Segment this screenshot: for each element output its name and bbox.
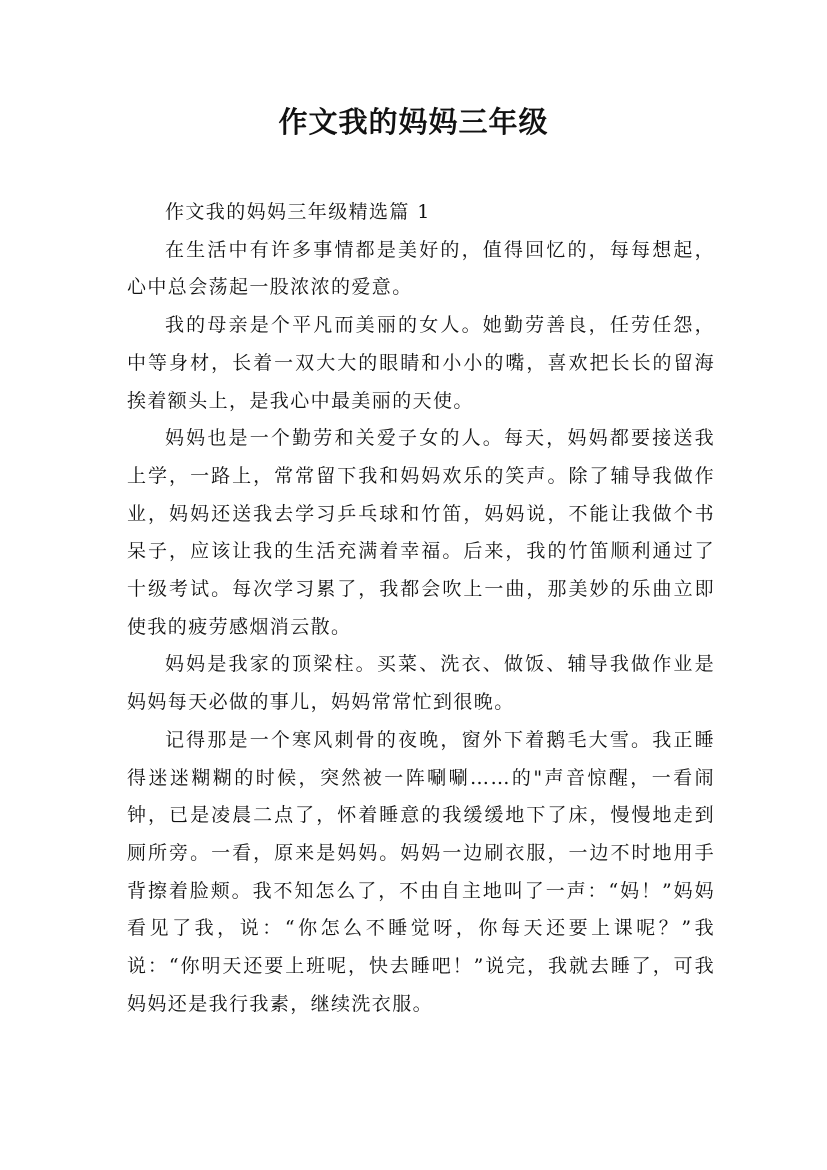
paragraph: 在生活中有许多事情都是美好的，值得回忆的，每每想起，心中总会荡起一股浓浓的爱意。	[127, 238, 715, 299]
paragraph: 妈妈是我家的顶梁柱。买菜、洗衣、做饭、辅导我做作业是妈妈每天必做的事儿，妈妈常常忙到很晚。	[127, 653, 715, 714]
document-body	[127, 194, 715, 1023]
section-heading: 作文我的妈妈三年级精选篇 1	[165, 201, 431, 223]
document-title: 作文我的妈妈三年级	[278, 105, 549, 139]
paragraph: 我的母亲是个平凡而美丽的女人。她勤劳善良，任劳任怨，中等身材，长着一双大大的眼睛和小小的嘴，喜欢把长长的留海挨着额头上，是我心中最美丽的天使。	[127, 314, 715, 412]
paragraph: 妈妈也是一个勤劳和关爱子女的人。每天，妈妈都要接送我上学，一路上，常常留下我和妈妈欢乐的笑声。除了辅导我做作业，妈妈还送我去学习乒乓球和竹笛，妈妈说，不能让我做个书呆子，应该让我的生活充满着幸福。后来，我的竹笛顺利通过了十级考试。每次学习累了，我都会吹上一曲，那美妙的乐曲立即使我的疲劳感烟消云散。	[127, 427, 715, 638]
paragraph: 记得那是一个寒风刺骨的夜晚，窗外下着鹅毛大雪。我正睡得迷迷糊糊的时候，突然被一阵唰唰……的"声音惊醒，一看闹钟，已是凌晨二点了，怀着睡意的我缓缓地下了床，慢慢地走到厕所旁。一看，原来是妈妈。妈妈一边刷衣服，一边不时地用手背擦着脸颊。我不知怎么了，不由自主地叫了一声：“妈！”妈妈看见了我，说：“你怎么不睡觉呀，你每天还要上课呢？”我说：“你明天还要上班呢，快去睡吧！”说完，我就去睡了，可我妈妈还是我行我素，继续洗衣服。	[127, 728, 715, 1015]
